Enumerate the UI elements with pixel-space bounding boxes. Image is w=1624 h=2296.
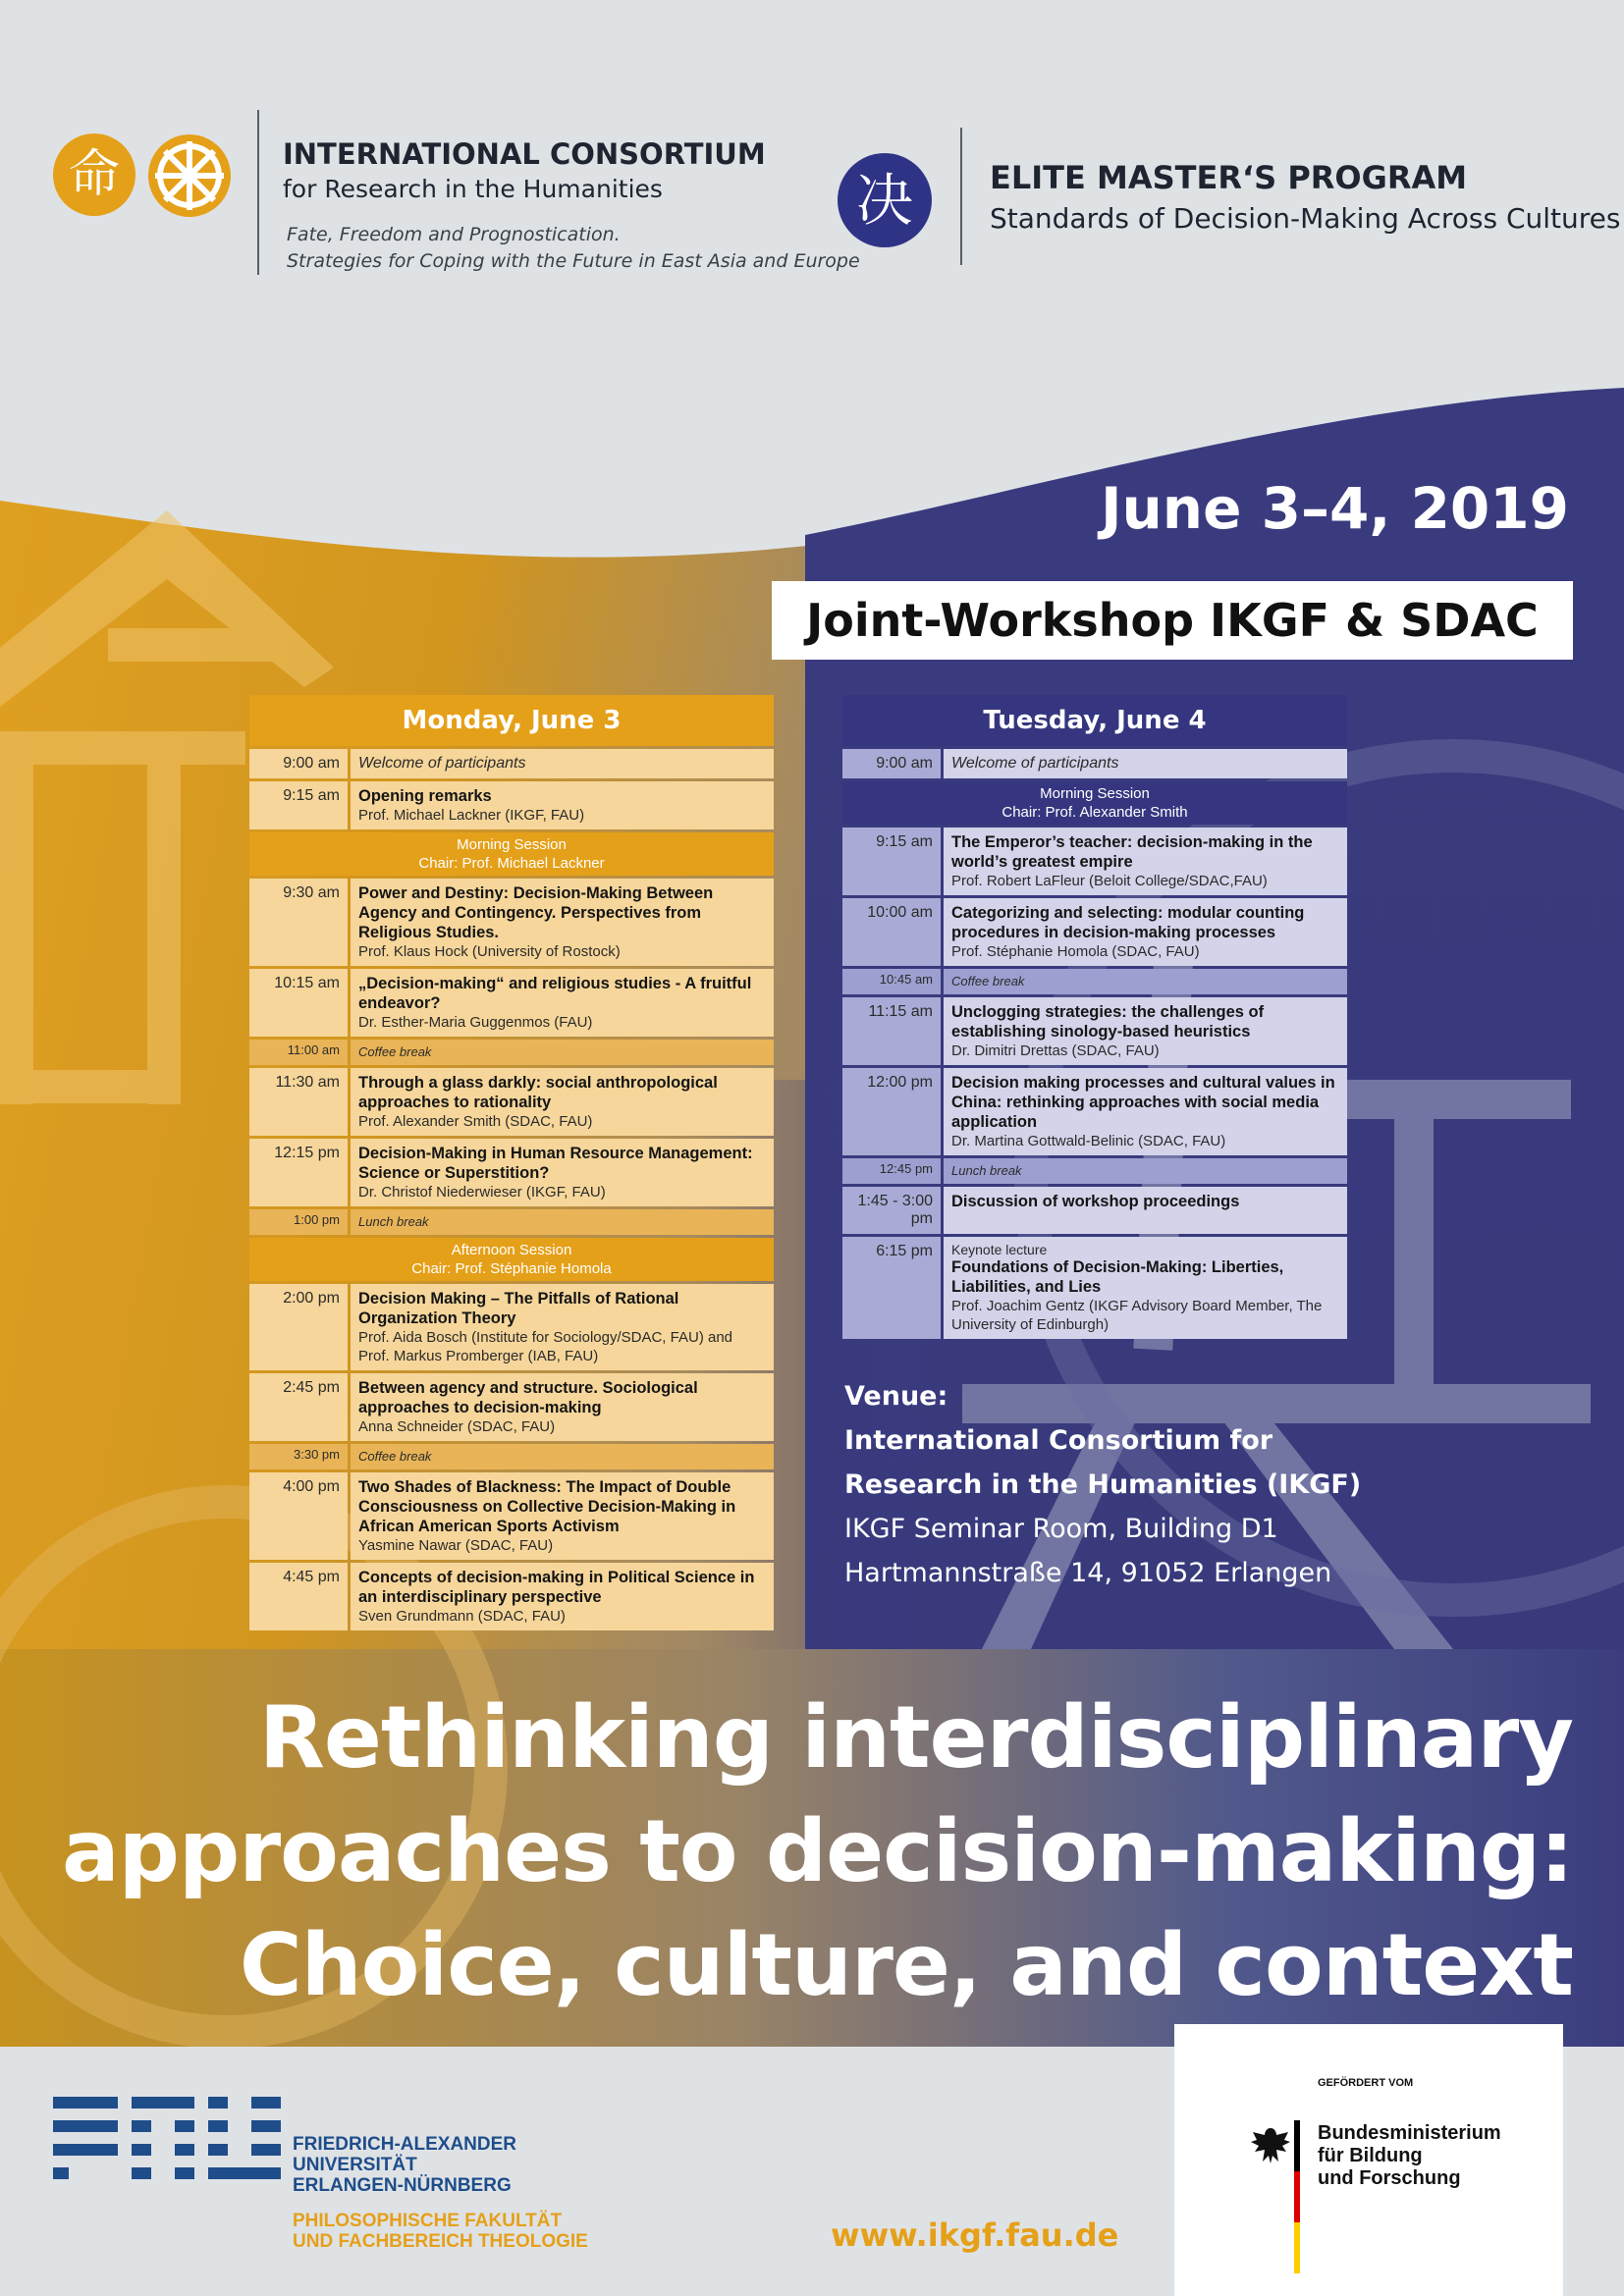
ministry-line-1: Bundesministerium [1318, 2122, 1501, 2144]
program-title: ELITE MASTER‘S PROGRAM [990, 159, 1468, 196]
time-slot: 11:00 am [249, 1040, 348, 1065]
time-slot: 9:00 am [842, 749, 941, 778]
schedule-entry [944, 1237, 1347, 1339]
schedule-row [842, 1237, 1347, 1339]
session-label: Morning Session [457, 836, 567, 853]
monday-heading: Monday, June 3 [249, 695, 774, 746]
schedule-row [249, 1472, 774, 1560]
talk-speaker: Yasmine Nawar (SDAC, FAU) [358, 1537, 554, 1554]
workshop-banner: Joint-Workshop IKGF & SDAC [772, 581, 1573, 660]
entry-text: Coffee break [951, 974, 1025, 988]
talk-speaker: Prof. Stéphanie Homola (SDAC, FAU) [951, 943, 1200, 960]
consortium-tagline-2: Strategies for Coping with the Future in East Asia and Europe [287, 250, 860, 272]
time-slot: 12:45 pm [842, 1158, 941, 1184]
german-flag-stripe [1294, 2120, 1300, 2273]
schedule-row [249, 1209, 774, 1235]
main-title-line-1: Rethinking interdisciplinary [258, 1687, 1573, 1788]
university-line-2: UNIVERSITÄT [293, 2155, 417, 2175]
schedule-row [249, 1040, 774, 1065]
time-slot: 9:00 am [249, 749, 348, 778]
talk-speaker: Dr. Martina Gottwald-Belinic (SDAC, FAU) [951, 1133, 1226, 1149]
schedule-row [842, 969, 1347, 994]
time-slot: 4:00 pm [249, 1472, 348, 1560]
talk-speaker: Prof. Joachim Gentz (IKGF Advisory Board Member, The University of Edinburgh) [951, 1298, 1323, 1333]
talk-title: Decision Making – The Pitfalls of Rational Organization Theory [358, 1290, 679, 1327]
schedule-entry [351, 1139, 774, 1206]
entry-text: Welcome of participants [358, 755, 526, 772]
time-slot: 11:30 am [249, 1068, 348, 1136]
talk-title: Concepts of decision-making in Political Science in an interdisciplinary perspective [358, 1569, 755, 1606]
tuesday-rows [842, 749, 1347, 1339]
funder-kicker: GEFÖRDERT VOM [1318, 2077, 1414, 2089]
schedule-row [249, 969, 774, 1037]
schedule-row [249, 1444, 774, 1469]
schedule-entry [944, 828, 1347, 895]
monday-rows [249, 749, 774, 1630]
session-chair: Chair: Prof. Stéphanie Homola [411, 1260, 612, 1277]
session-chair: Chair: Prof. Michael Lackner [418, 855, 605, 872]
session-chair: Chair: Prof. Alexander Smith [1001, 804, 1188, 821]
main-title-line-3: Choice, culture, and context [239, 1915, 1573, 2015]
consortium-title: INTERNATIONAL CONSORTIUM [283, 137, 766, 171]
tuesday-schedule [842, 695, 1347, 1339]
monday-schedule [249, 695, 774, 1630]
talk-speaker: Anna Schneider (SDAC, FAU) [358, 1418, 556, 1435]
schedule-entry [944, 997, 1347, 1065]
time-slot: 10:45 am [842, 969, 941, 994]
program-logo-icon [838, 153, 932, 247]
talk-title: Opening remarks [358, 787, 492, 805]
time-slot: 9:15 am [842, 828, 941, 895]
schedule-entry [944, 1068, 1347, 1155]
venue-address: Hartmannstraße 14, 91052 Erlangen [844, 1558, 1332, 1588]
talk-speaker: Prof. Alexander Smith (SDAC, FAU) [358, 1113, 593, 1130]
time-slot: 1:45 - 3:00 pm [842, 1187, 941, 1234]
talk-title: Discussion of workshop proceedings [951, 1193, 1240, 1210]
talk-speaker: Dr. Dimitri Drettas (SDAC, FAU) [951, 1042, 1160, 1059]
fate-glyph: 命 [68, 145, 120, 204]
time-slot: 12:00 pm [842, 1068, 941, 1155]
university-line-3: ERLANGEN-NÜRNBERG [293, 2175, 512, 2196]
schedule-row [842, 749, 1347, 778]
dharma-wheel-icon [147, 133, 232, 218]
main-title [22, 1681, 1573, 2022]
schedule-row [249, 749, 774, 778]
event-date: June 3–4, 2019 [1100, 475, 1569, 542]
time-slot: 2:45 pm [249, 1373, 348, 1441]
schedule-entry [944, 969, 1347, 994]
time-slot: 11:15 am [842, 997, 941, 1065]
schedule-entry [351, 1373, 774, 1441]
venue-block [844, 1374, 1361, 1595]
schedule-row [249, 879, 774, 966]
talk-title: Through a glass darkly: social anthropological approaches to rationality [358, 1074, 718, 1111]
decide-glyph: 决 [855, 167, 913, 234]
entry-text: Welcome of participants [951, 755, 1119, 772]
time-slot: 10:15 am [249, 969, 348, 1037]
ministry-line-2: für Bildung [1318, 2145, 1423, 2166]
schedule-entry [351, 879, 774, 966]
schedule-entry [351, 1444, 774, 1469]
talk-title: Decision making processes and cultural values in China: rethinking approaches with social media application [951, 1074, 1335, 1131]
consortium-subtitle: for Research in the Humanities [283, 175, 663, 203]
program-subtitle: Standards of Decision-Making Across Cultures [990, 202, 1621, 235]
schedule-entry [944, 1187, 1347, 1234]
faculty-line-2: UND FACHBEREICH THEOLOGIE [293, 2231, 588, 2252]
website-link[interactable]: www.ikgf.fau.de [831, 2216, 1119, 2254]
talk-title: Two Shades of Blackness: The Impact of Double Consciousness on Collective Decision-Making in African American Sports Activism [358, 1478, 736, 1535]
consortium-fate-logo-icon [53, 133, 135, 216]
venue-room: IKGF Seminar Room, Building D1 [844, 1514, 1278, 1544]
venue-name-2: Research in the Humanities (IKGF) [844, 1469, 1362, 1500]
schedule-row [249, 781, 774, 829]
header-divider-2 [960, 128, 962, 265]
schedule-entry [351, 1472, 774, 1560]
session-label: Morning Session [1040, 785, 1150, 802]
session-header [249, 1238, 774, 1281]
faculty-name [293, 2211, 588, 2252]
schedule-row [249, 1373, 774, 1441]
schedule-entry [944, 749, 1347, 778]
consortium-tagline-1: Fate, Freedom and Prognostication. [287, 224, 621, 245]
session-header [842, 781, 1347, 825]
schedule-entry [351, 1563, 774, 1630]
session-label: Afternoon Session [451, 1242, 572, 1258]
talk-title: The Emperor’s teacher: decision-making in the world’s greatest empire [951, 833, 1313, 871]
talk-title: Power and Destiny: Decision-Making Between Agency and Contingency. Perspectives from Religious Studies. [358, 884, 714, 941]
ministry-line-3: und Forschung [1318, 2167, 1461, 2189]
entry-text: Coffee break [358, 1044, 432, 1059]
entry-text: Lunch break [951, 1163, 1022, 1178]
university-line-1: FRIEDRICH-ALEXANDER [293, 2134, 516, 2155]
time-slot: 1:00 pm [249, 1209, 348, 1235]
schedule-row [249, 1563, 774, 1630]
schedule-row [249, 1068, 774, 1136]
talk-speaker: Prof. Michael Lackner (IKGF, FAU) [358, 807, 585, 824]
talk-speaker: Prof. Klaus Hock (University of Rostock) [358, 943, 621, 960]
faculty-line-1: PHILOSOPHISCHE FAKULTÄT [293, 2211, 563, 2231]
schedule-row [249, 1139, 774, 1206]
schedule-entry [351, 1209, 774, 1235]
schedule-entry [351, 781, 774, 829]
talk-title: Foundations of Decision-Making: Liberties, Liabilities, and Lies [951, 1258, 1284, 1296]
schedule-entry [351, 969, 774, 1037]
talk-title: Between agency and structure. Sociological approaches to decision-making [358, 1379, 698, 1416]
talk-speaker: Prof. Aida Bosch (Institute for Sociology/SDAC, FAU) and Prof. Markus Promberger (IAB, FAU) [358, 1329, 733, 1364]
time-slot: 12:15 pm [249, 1139, 348, 1206]
schedule-row [842, 828, 1347, 895]
header-divider [257, 110, 259, 275]
keynote-kicker: Keynote lecture [951, 1242, 1048, 1257]
schedule-entry [351, 1284, 774, 1370]
tuesday-heading: Tuesday, June 4 [842, 695, 1347, 746]
funder-panel [1174, 2024, 1563, 2296]
time-slot: 6:15 pm [842, 1237, 941, 1339]
time-slot: 4:45 pm [249, 1563, 348, 1630]
main-title-line-2: approaches to decision-making: [61, 1801, 1573, 1901]
talk-title: Unclogging strategies: the challenges of establishing sinology-based heuristics [951, 1003, 1265, 1041]
talk-title: „Decision-making“ and religious studies - A fruitful endeavor? [358, 975, 752, 1012]
talk-title: Categorizing and selecting: modular counting procedures in decision-making processes [951, 904, 1305, 941]
schedule-entry [351, 749, 774, 778]
ministry-name [1318, 2122, 1501, 2190]
talk-speaker: Prof. Robert LaFleur (Beloit College/SDAC,FAU) [951, 873, 1268, 889]
time-slot: 3:30 pm [249, 1444, 348, 1469]
talk-speaker: Dr. Christof Niederwieser (IKGF, FAU) [358, 1184, 606, 1201]
time-slot: 9:30 am [249, 879, 348, 966]
entry-text: Lunch break [358, 1214, 429, 1229]
schedule-entry [351, 1068, 774, 1136]
schedule-entry [944, 898, 1347, 966]
schedule-row [842, 1187, 1347, 1234]
venue-name-1: International Consortium for [844, 1425, 1273, 1456]
university-name [293, 2134, 516, 2196]
schedule-entry [351, 1040, 774, 1065]
federal-eagle-icon [1249, 2124, 1292, 2167]
schedule-row [249, 1284, 774, 1370]
schedule-row [842, 997, 1347, 1065]
session-header [249, 832, 774, 876]
schedule-row [842, 1158, 1347, 1184]
talk-speaker: Sven Grundmann (SDAC, FAU) [358, 1608, 566, 1625]
time-slot: 10:00 am [842, 898, 941, 966]
schedule-entry [944, 1158, 1347, 1184]
venue-label: Venue: [844, 1381, 948, 1412]
entry-text: Coffee break [358, 1449, 432, 1464]
schedule-row [842, 898, 1347, 966]
time-slot: 2:00 pm [249, 1284, 348, 1370]
time-slot: 9:15 am [249, 781, 348, 829]
fau-logo-icon [53, 2097, 281, 2191]
talk-title: Decision-Making in Human Resource Management: Science or Superstition? [358, 1145, 753, 1182]
schedule-row [842, 1068, 1347, 1155]
talk-speaker: Dr. Esther-Maria Guggenmos (FAU) [358, 1014, 593, 1031]
